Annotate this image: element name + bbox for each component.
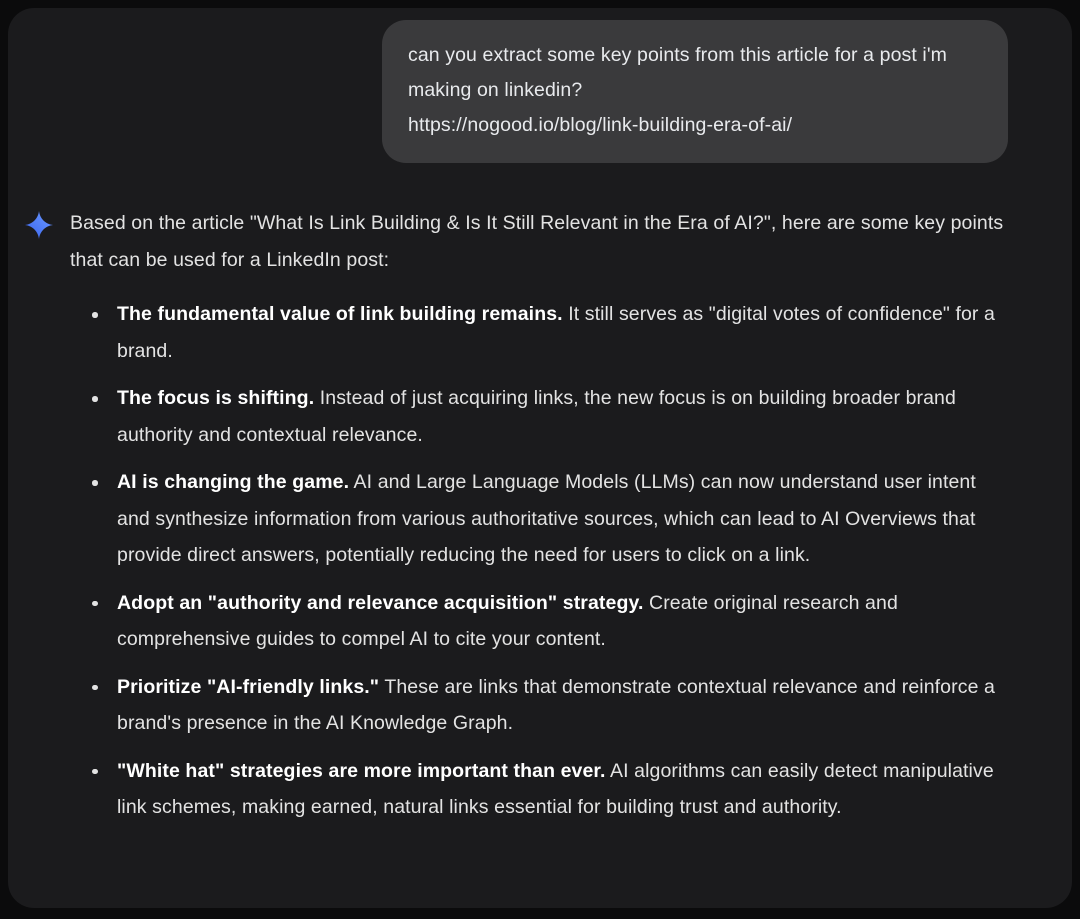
list-item (70, 585, 1008, 658)
user-message-text: can you extract some key points from this article for a post i'm making on linkedin? (408, 44, 947, 101)
key-point-rest: Create original research and comprehensive guides to compel AI to cite your content. (117, 591, 898, 650)
sparkle-icon-container (8, 205, 70, 239)
key-point-lead: Prioritize "AI-friendly links." (117, 675, 380, 698)
user-turn (8, 8, 1072, 163)
user-message-url[interactable]: https://nogood.io/blog/link-building-era-of-ai/ (408, 114, 793, 136)
key-point-rest: These are links that demonstrate contextual relevance and reinforce a brand's presence in the AI Knowledge Graph. (117, 675, 995, 734)
list-item (70, 753, 1008, 826)
key-point-rest: AI and Large Language Models (LLMs) can now understand user intent and synthesize information from various authoritative sources, which can lead to AI Overviews that provide direct answers, potentially reducing the need for users to click on a link. (117, 471, 976, 566)
list-item (70, 296, 1008, 369)
sparkle-icon (25, 211, 53, 239)
list-item (70, 380, 1008, 453)
key-point-lead: "White hat" strategies are more important than ever. (117, 759, 606, 782)
user-message-bubble[interactable] (382, 20, 1008, 163)
key-point-lead: AI is changing the game. (117, 471, 350, 493)
list-item (70, 464, 1008, 574)
response-intro-paragraph: Based on the article "What Is Link Building & Is It Still Relevant in the Era of AI?", here are some key points that can be used for a LinkedIn post: (70, 212, 1004, 271)
key-points-list (70, 296, 1008, 826)
key-point-rest: AI algorithms can easily detect manipulative link schemes, making earned, natural links essential for building trust and authority. (117, 759, 994, 818)
key-point-rest: It still serves as "digital votes of confidence" for a brand. (117, 303, 995, 362)
model-turn (8, 163, 1072, 837)
chat-surface (8, 8, 1072, 908)
chat-scroll-region[interactable] (8, 8, 1072, 908)
key-point-rest: Instead of just acquiring links, the new focus is on building broader brand authority and contextual relevance. (117, 387, 956, 446)
key-point-lead: The focus is shifting. (117, 387, 315, 409)
key-point-lead: The fundamental value of link building remains. (117, 303, 563, 325)
model-response-body (70, 205, 1072, 837)
key-point-lead: Adopt an "authority and relevance acquisition" strategy. (117, 591, 644, 614)
list-item (70, 669, 1008, 742)
